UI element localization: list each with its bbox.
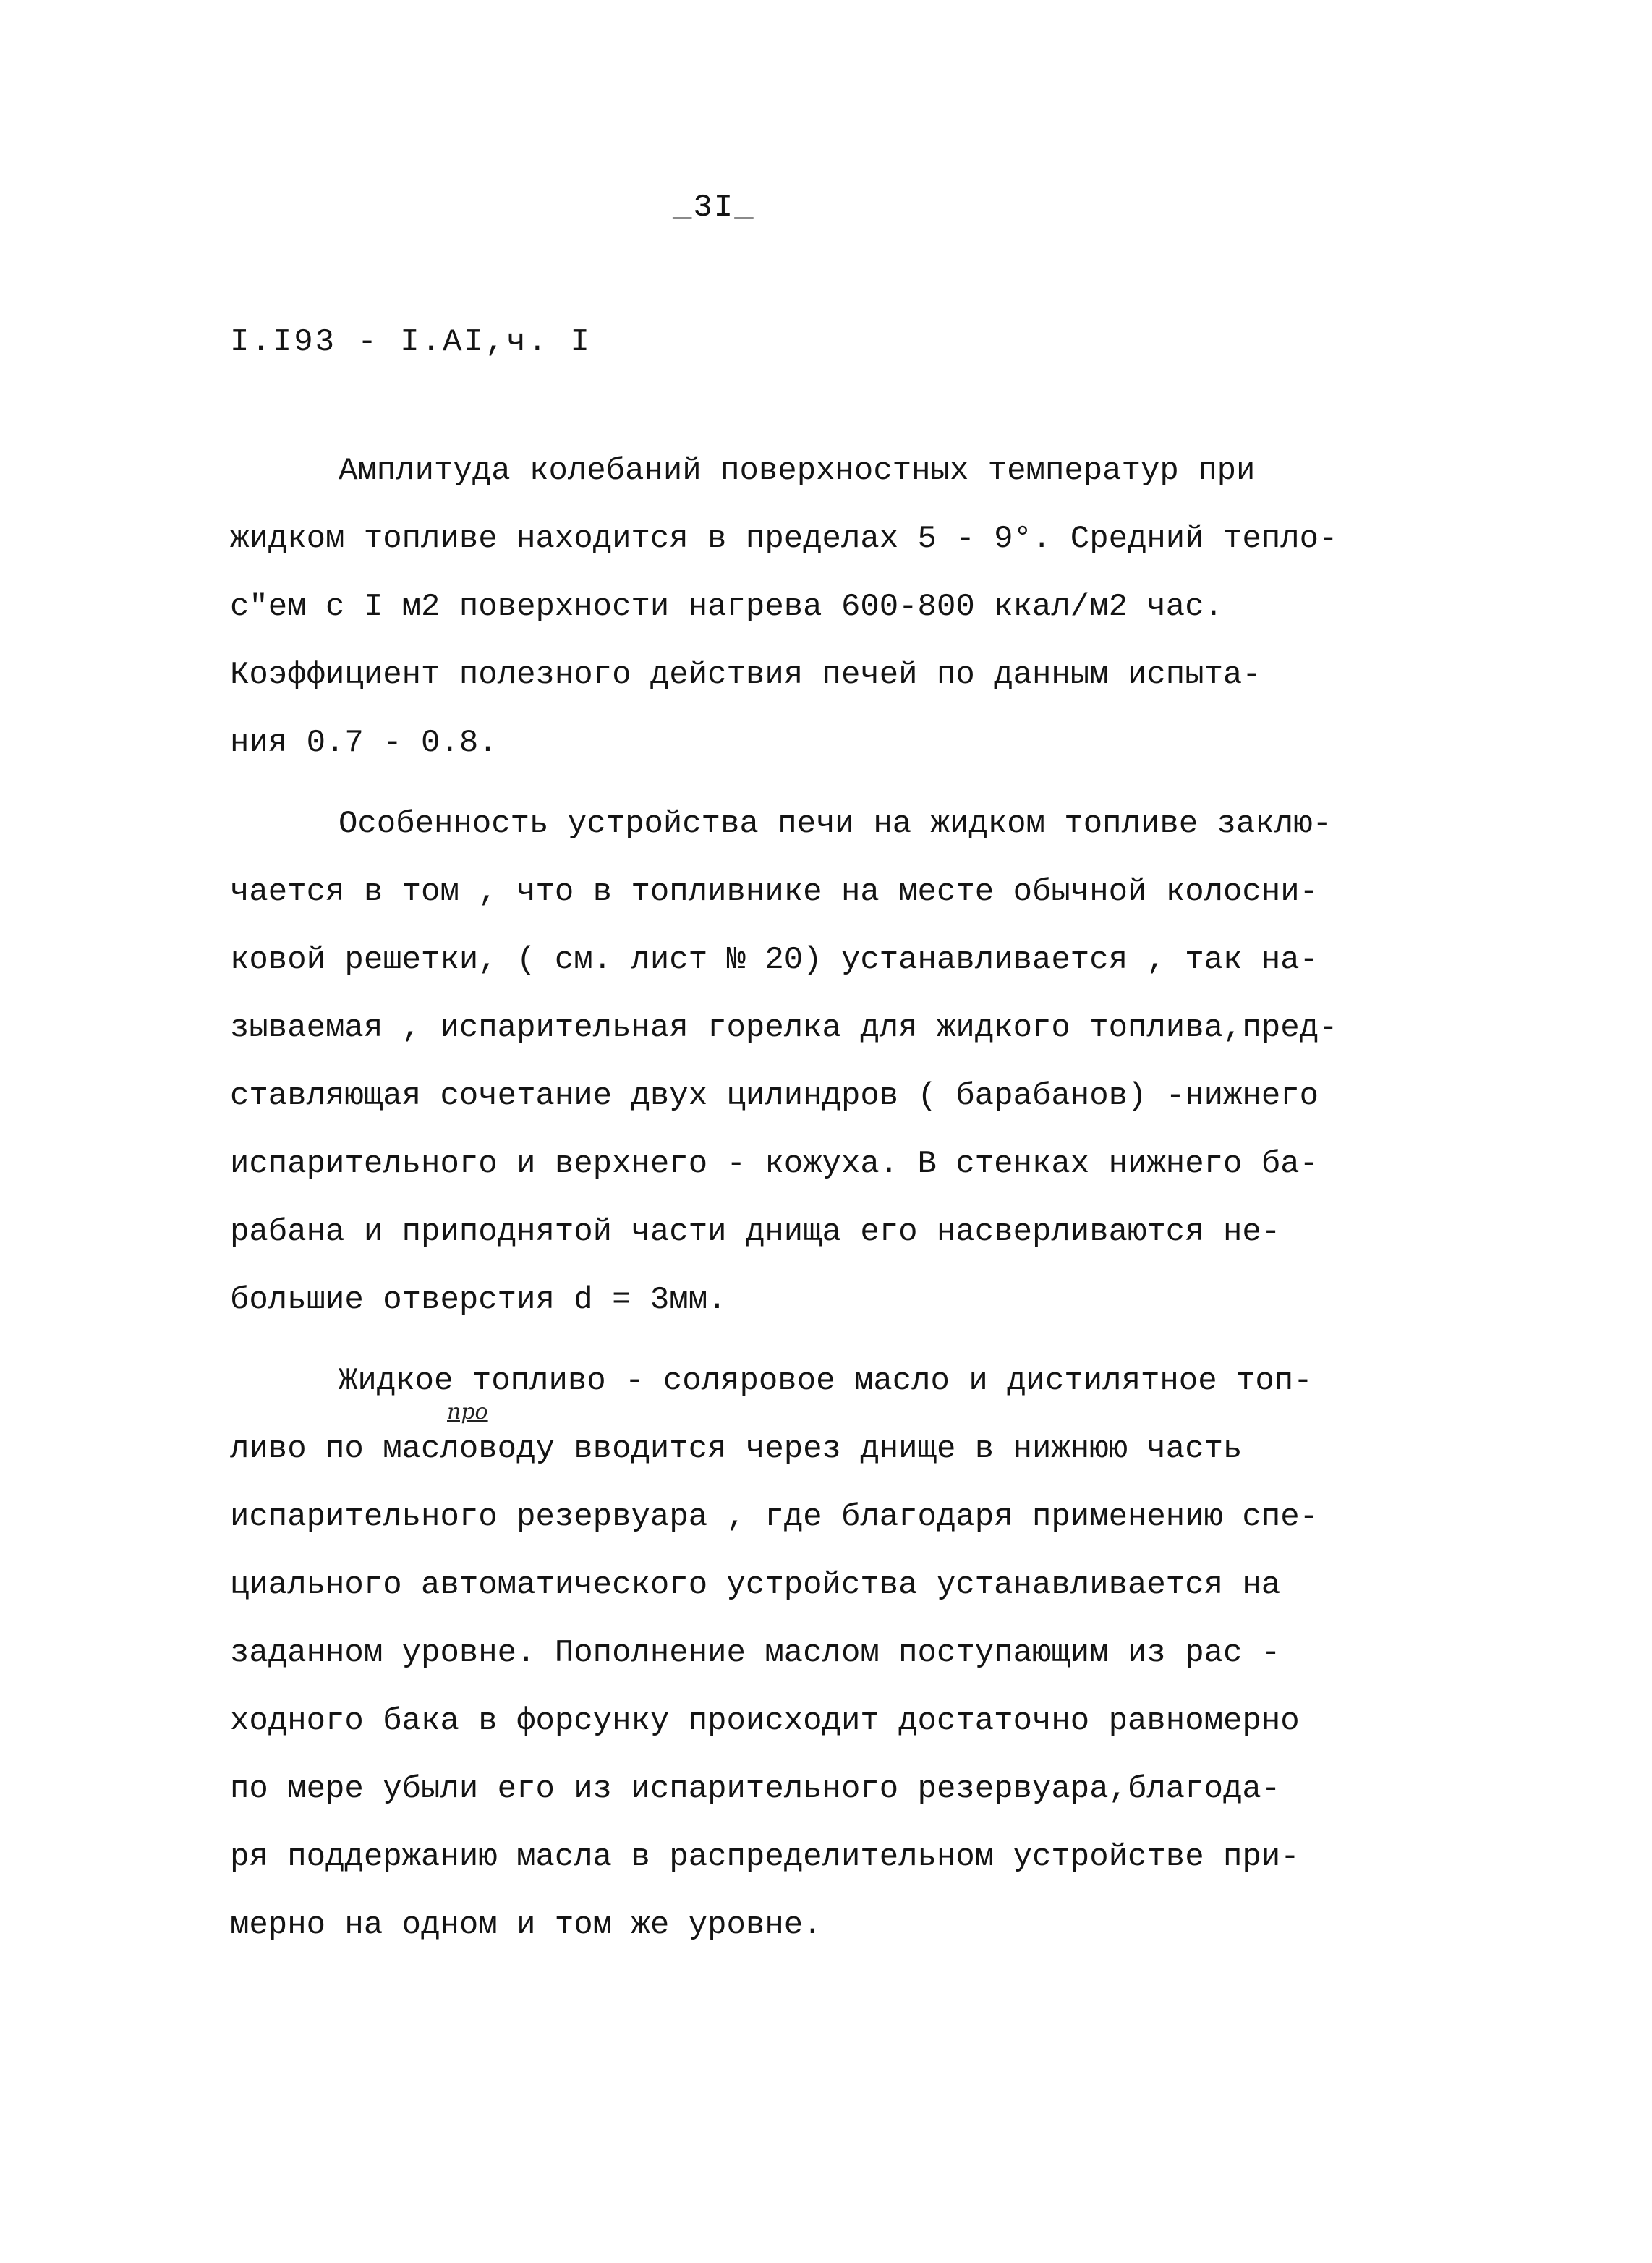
text-line: ходного бака в форсунку происходит достаточно равномерно xyxy=(230,1703,1300,1739)
text-line: испарительного и верхнего - кожуха. В стенках нижнего ба- xyxy=(230,1146,1319,1182)
text-line: циального автоматического устройства устанавливается на xyxy=(230,1567,1281,1603)
handwritten-correction: про xyxy=(447,1399,488,1425)
text-line: заданном уровне. Пополнение маслом поступающим из рас - xyxy=(230,1635,1281,1671)
text-line: испарительного резервуара , где благодаря применению спе- xyxy=(230,1499,1319,1535)
paragraph-1 xyxy=(230,437,1474,777)
paragraph-3 xyxy=(230,1347,1474,1959)
text-line: чается в том , что в топливнике на месте обычной колосни- xyxy=(230,874,1319,910)
text-line: по мере убыли его из испарительного резервуара,благода- xyxy=(230,1771,1281,1807)
text-line: Амплитуда колебаний поверхностных температур при xyxy=(339,453,1256,489)
document-reference: I.I93 - I.AI,ч. I xyxy=(230,324,592,360)
page-number: _3I_ xyxy=(673,190,755,226)
text-line: жидком топливе находится в пределах 5 - 9°. Средний тепло- xyxy=(230,521,1338,557)
text-line: ря поддержанию масла в распределительном устройстве при- xyxy=(230,1839,1300,1875)
text-line: ставляющая сочетание двух цилиндров ( барабанов) -нижнего xyxy=(230,1078,1319,1114)
text-line: ливо по масловоду вводится через днище в нижнюю часть xyxy=(230,1431,1243,1467)
text-line: мерно на одном и том же уровне. xyxy=(230,1907,822,1943)
text-line: Особенность устройства печи на жидком топливе заклю- xyxy=(339,806,1332,842)
text-line: Жидкое топливо - соляровое масло и дистилятное топ- xyxy=(339,1363,1313,1399)
text-line: с"ем с I м2 поверхности нагрева 600-800 ккал/м2 час. xyxy=(230,589,1224,625)
text-line: зываемая , испарительная горелка для жидкого топлива,пред- xyxy=(230,1010,1338,1046)
text-line: ковой решетки, ( см. лист № 20) устанавливается , так на- xyxy=(230,942,1319,978)
text-line: Коэффициент полезного действия печей по данным испыта- xyxy=(230,657,1261,693)
text-line: рабана и приподнятой части днища его насверливаются не- xyxy=(230,1214,1281,1250)
paragraph-2 xyxy=(230,790,1474,1334)
text-line: большие отверстия d = 3мм. xyxy=(230,1282,727,1318)
text-line: ния 0.7 - 0.8. xyxy=(230,725,498,761)
